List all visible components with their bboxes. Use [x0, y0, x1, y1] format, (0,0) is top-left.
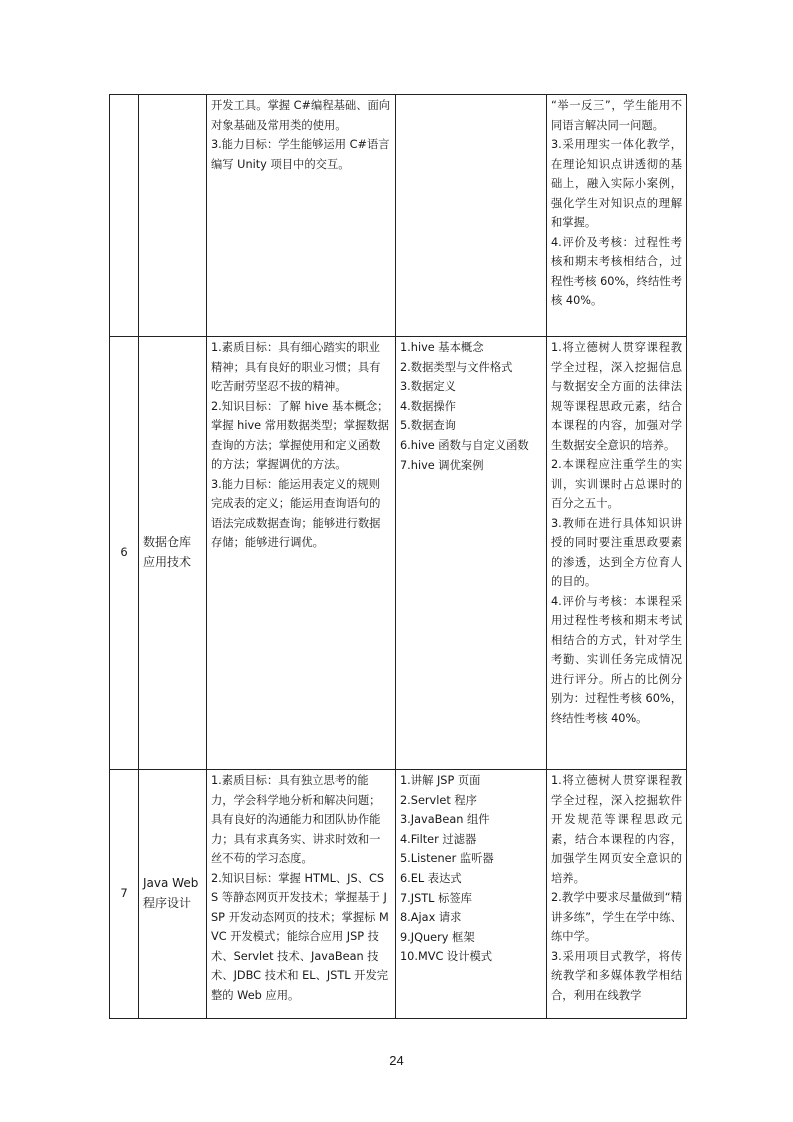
content-item: 6.EL 表达式 [400, 871, 462, 885]
content-item: 1.hive 基本概念 [400, 341, 484, 354]
teaching-requirements [547, 95, 687, 337]
goal-paragraph: 2.知识目标：掌握 HTML、JS、CSS 等静态网页开发技术；掌握基于 JSP 开发动态网页的技术；掌握标 MVC 开发模式；能综合应用 JSP 技术、Servlet 技术、JavaBean 技术、JDBC 技术和 EL、JSTL 开发完整的 Web 应用。 [211, 871, 389, 1002]
row-number [110, 95, 139, 337]
course-contents [396, 770, 547, 1019]
content-item: 7.hive 调优案例 [400, 458, 484, 472]
course-name [139, 95, 207, 337]
row-number: 7 [110, 770, 139, 1019]
content-item: 4.数据操作 [400, 399, 456, 413]
content-item: 5.Listener 监听器 [400, 852, 494, 866]
content-item: 6.hive 函数与自定义函数 [400, 438, 529, 452]
content-item: 8.Ajax 请求 [400, 911, 462, 925]
goal-paragraph: 3.能力目标：学生能够运用 C#语言编写 Unity 项目中的交互。 [211, 138, 390, 171]
content-item: 10.MVC 设计模式 [400, 950, 493, 964]
content-item: 2.数据类型与文件格式 [400, 360, 513, 374]
content-item: 3.数据定义 [400, 380, 456, 394]
table-row [110, 337, 687, 770]
table-row [110, 770, 687, 1019]
content-item: 3.JavaBean 组件 [400, 813, 490, 827]
requirement-paragraph: 3.教师在进行具体知识讲授的同时要注重思政要素的渗透，达到全方位育人的目的。 [551, 516, 682, 588]
course-goals [207, 337, 396, 770]
requirement-paragraph: 2.本课程应注重学生的实训，实训课时占总课时的百分之五十。 [551, 458, 682, 510]
requirement-paragraph: 3.采用项目式教学，将传统教学和多媒体教学相结合，利用在线教学 [551, 949, 682, 1002]
requirement-paragraph: 1.将立德树人贯穿课程教学全过程，深入挖掘信息与数据安全方面的法律法规等课程思政元素，结合本课程的内容，加强对学生数据安全意识的培养。 [551, 341, 682, 452]
course-goals [207, 770, 396, 1019]
content-item: 4.Filter 过滤器 [400, 832, 477, 846]
requirement-paragraph: 4.评价与考核：本课程采用过程性考核和期末考试相结合的方式，针对学生考勤、实训任务完成情况进行评分。所占的比例分别为：过程性考核 60%，终结性考核 40%。 [551, 594, 682, 725]
requirement-paragraph: 2.教学中要求尽量做到“精讲多练”，学生在学中练、练中学。 [551, 891, 682, 943]
course-goals [207, 95, 396, 337]
curriculum-table [109, 94, 687, 1019]
course-contents [396, 95, 547, 337]
content-item: 7.JSTL 标签库 [400, 891, 472, 905]
course-contents [396, 337, 547, 770]
content-item: 1.讲解 JSP 页面 [400, 774, 481, 787]
goal-paragraph: 开发工具。掌握 C#编程基础、面向对象基础及常用类的使用。 [211, 99, 391, 132]
page-number: 24 [389, 1053, 404, 1068]
goal-paragraph: 1.素质目标：具有细心踏实的职业精神；具有良好的职业习惯；具有吃苦耐劳坚忍不拔的精神。 [211, 341, 381, 393]
row-number: 6 [110, 337, 139, 770]
course-name: Java Web 程序设计 [139, 770, 207, 1019]
requirement-paragraph: 3.采用理实一体化教学，在理论知识点讲透彻的基础上，融入实际小案例，强化学生对知识点的理解和掌握。 [551, 138, 682, 229]
goal-paragraph: 2.知识目标：了解 hive 基本概念；掌握 hive 常用数据类型；掌握数据查询的方法；掌握使用和定义函数的方法；掌握调优的方法。 [211, 399, 389, 471]
goal-paragraph: 1.素质目标：具有独立思考的能力，学会科学地分析和解决问题；具有良好的沟通能力和团队协作能力；具有求真务实、讲求时效和一丝不苟的学习态度。 [211, 774, 381, 865]
table-row [110, 95, 687, 337]
course-name: 数据仓库应用技术 [139, 337, 207, 770]
teaching-requirements [547, 770, 687, 1019]
teaching-requirements [547, 337, 687, 770]
content-item: 5.数据查询 [400, 419, 456, 433]
content-item: 9.JQuery 框架 [400, 930, 475, 944]
requirement-paragraph: 4.评价及考核：过程性考核和期末考核相结合，过程性考核 60%，终结性考核 40%。 [551, 235, 682, 307]
content-item: 2.Servlet 程序 [400, 793, 477, 807]
requirement-paragraph: “举一反三”，学生能用不同语言解决同一问题。 [551, 99, 682, 132]
requirement-paragraph: 1.将立德树人贯穿课程教学全过程，深入挖掘软件开发规范等课程思政元素，结合本课程的内容，加强学生网页安全意识的培养。 [551, 774, 682, 885]
goal-paragraph: 3.能力目标：能运用表定义的规则完成表的定义；能运用查询语句的语法完成数据查询；能够进行数据存储；能够进行调优。 [211, 477, 381, 549]
